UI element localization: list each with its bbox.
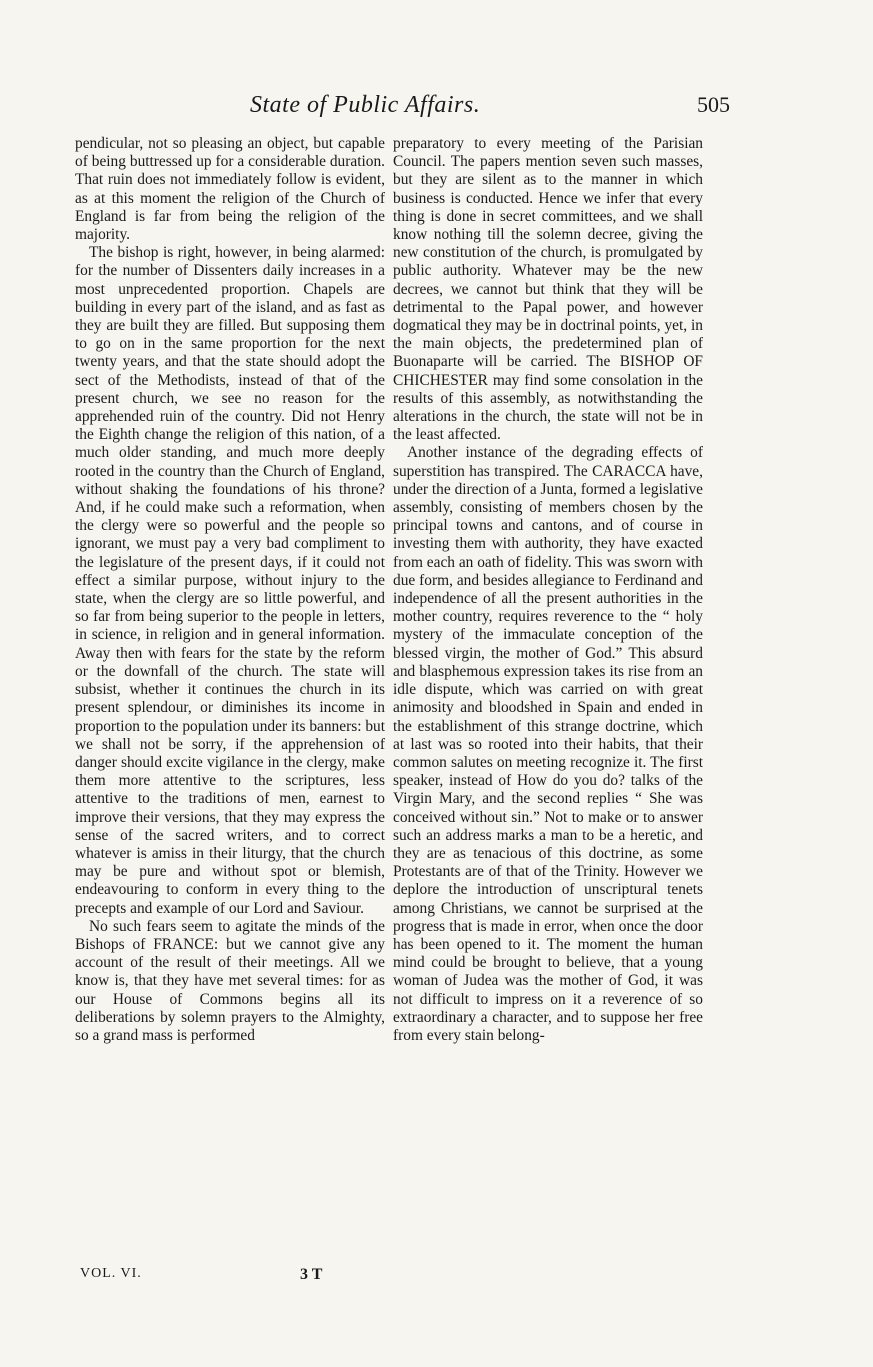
volume-label: VOL. VI. (80, 1266, 142, 1281)
left-paragraph-2: The bishop is right, however, in being alarmed: for the number of Dissenters daily increases in a most unprecedented proportion. Chapels are building in every part of the island, and as fast as they are built they are filled. But supposing them to go on in the same proportion for the next twenty years, and that the state should adopt the sect of the Methodists, instead of that of the present church, we see no reason for the apprehended ruin of the country. Did not Henry the Eighth change the religion of this nation, of a much older standing, and much more deeply rooted in the country than the Church of England, without shaking the foundations of his throne? And, if he could make such a reformation, when the clergy were so powerful and the people so ignorant, we must pay a very bad compliment to the legislature of the present days, if it could not effect a similar purpose, without injury to the state, when the clergy are so little powerful, and so far from being superior to the people in letters, in science, in religion and in general information. Away then with fears for the state by the reform or the downfall of the church. The state will subsist, whether it continues the church in its present splendour, or diminishes its income in proportion to the population under its banners: but we shall not be sorry, if the apprehension of danger should excite vigilance in the clergy, make them more attentive to the scriptures, less attentive to the traditions of men, earnest to improve their versions, that they may express the sense of the sacred writers, and to correct whatever is amiss in their liturgy, that the church may be pure and without spot or blemish, endeavouring to conform in every thing to the precepts and example of our Lord and Saviour. (75, 244, 385, 917)
signature-mark: 3 T (300, 1266, 323, 1283)
right-paragraph-1: preparatory to every meeting of the Parisian Council. The papers mention seven such masses, but they are silent as to the manner in which business is conducted. Hence we infer that every thing is done in secret committees, and we shall know nothing till the solemn decree, giving the new constitution of the church, is promulgated by public authority. Whatever may be the new decrees, we cannot but think that they will be detrimental to the Papal power, and however dogmatical they may be in doctrinal points, yet, in the main objects, the predetermined plan of Buonaparte will be carried. The BISHOP OF CHICHESTER may find some consolation in the results of this assembly, as notwithstanding the alterations in the church, the state will not be in the least affected. (393, 135, 703, 444)
left-paragraph-3: No such fears seem to agitate the minds of the Bishops of FRANCE: but we cannot give any account of the result of their meetings. All we know is, that they have met several times: for as our House of Commons begins all its deliberations by solemn prayers to the Almighty, so a grand mass is performed (75, 917, 385, 1044)
running-title: State of Public Affairs. (250, 92, 481, 118)
left-paragraph-1: pendicular, not so pleasing an object, but capable of being buttressed up for a considerable duration. That ruin does not immediately follow is evident, as at this moment the religion of the Church of England is far from being the religion of the majority. (75, 135, 385, 244)
right-paragraph-2: Another instance of the degrading effects of superstition has transpired. The CARACCA have, under the direction of a Junta, formed a legislative assembly, consisting of members chosen by the principal towns and cantons, and of course in investing them with authority, they have exacted from each an oath of fidelity. This was sworn with due form, and besides allegiance to Ferdinand and independence of all the present authorities in the mother country, requires reverence to the “ holy mystery of the immaculate conception of the blessed virgin, the mother of God.” This absurd and blasphemous expression takes its rise from an idle dispute, which was carried on with great animosity and bloodshed in Spain and ended in the establishment of this strange doctrine, which at last was so rooted into their habits, that their common salutes on meeting recognize it. The first speaker, instead of How do you do? talks of the Virgin Mary, and the second replies “ She was conceived without sin.” Not to make or to answer such an address marks a man to be a heretic, and they are as tenacious of this doctrine, as some Protestants are of that of the Trinity. However we deplore the introduction of unscriptural tenets among Christians, we cannot be surprised at the progress that is made in error, when once the door has been opened to it. The moment the human mind could be brought to believe, that a young woman of Judea was the mother of God, it was not difficult to impress on it a reverence of so extraordinary a character, and to suppose her free from every stain belong- (393, 444, 703, 1044)
left-column (75, 135, 385, 1045)
page-header (60, 92, 730, 128)
right-column (393, 135, 703, 1045)
page-number: 505 (697, 92, 730, 117)
